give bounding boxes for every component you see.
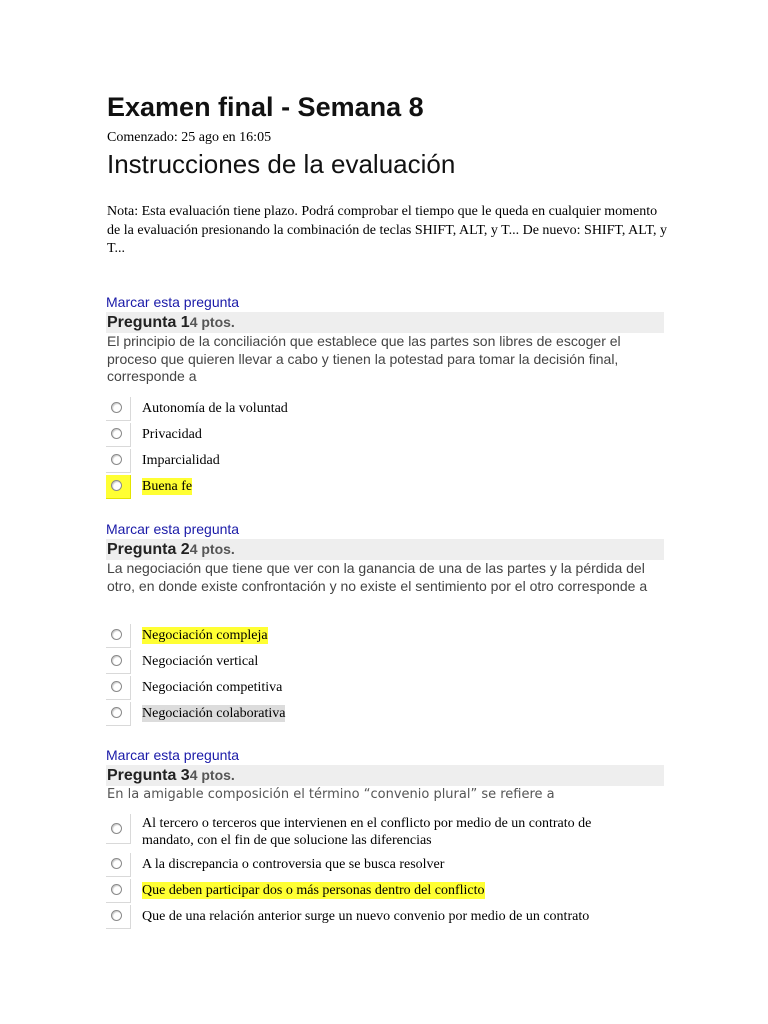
- answer-highlight: Que deben participar dos o más personas dentro del conflicto: [142, 883, 485, 898]
- answer-option[interactable]: [0, 676, 768, 702]
- answer-label: [142, 627, 642, 644]
- answer-option[interactable]: [0, 423, 768, 449]
- radio-button[interactable]: [111, 681, 122, 692]
- question-text: El principio de la conciliación que establece que las partes son libres de escoger el proceso que quieren llevar a cabo y tienen la potestad para tomar la decisión final, corresponde a: [107, 333, 621, 384]
- radio-container[interactable]: [106, 449, 131, 473]
- radio-button[interactable]: [111, 858, 122, 869]
- radio-button[interactable]: [111, 629, 122, 640]
- answer-label: [142, 478, 642, 495]
- answer-option-selected[interactable]: [0, 475, 768, 501]
- radio-container[interactable]: [106, 676, 131, 700]
- radio-button[interactable]: [111, 428, 122, 439]
- radio-container-selected[interactable]: [106, 475, 131, 499]
- answer-option[interactable]: [0, 879, 768, 905]
- answer-option[interactable]: [0, 449, 768, 475]
- answer-option[interactable]: [0, 905, 768, 931]
- answer-label: [142, 882, 642, 899]
- radio-button[interactable]: [111, 884, 122, 895]
- flag-question-link[interactable]: Marcar esta pregunta: [106, 521, 240, 537]
- answer-option[interactable]: [0, 624, 768, 650]
- answer-label: Negociación vertical: [142, 654, 259, 669]
- answer-label: Al tercero o terceros que intervienen en el conflicto por medio de un contrato de mandato, con el fin de que solucione las diferencias: [142, 816, 592, 848]
- question-points: 4 ptos.: [189, 541, 235, 557]
- radio-container[interactable]: [106, 624, 131, 648]
- question-text: La negociación que tiene que ver con la ganancia de una de las partes y la pérdida del otro, en donde existe confrontación y no existe el sentimiento por el otro corresponde a: [107, 560, 648, 594]
- answer-highlight: Negociación compleja: [142, 628, 268, 643]
- radio-button[interactable]: [111, 655, 122, 666]
- question-text: En la amigable composición el término “convenio plural” se refiere a: [107, 787, 555, 802]
- question-header: [106, 312, 664, 333]
- question-title: Pregunta 14 ptos.: [107, 314, 235, 331]
- question-points: 4 ptos.: [189, 767, 235, 783]
- radio-button[interactable]: [111, 823, 122, 834]
- radio-container[interactable]: [106, 702, 131, 726]
- answer-option[interactable]: [0, 650, 768, 676]
- flag-question-link[interactable]: Marcar esta pregunta: [106, 747, 240, 763]
- radio-button[interactable]: [111, 707, 122, 718]
- exam-title: Examen final - Semana 8: [107, 92, 424, 122]
- radio-container[interactable]: [106, 879, 131, 903]
- answer-label: Privacidad: [142, 427, 202, 442]
- answer-option[interactable]: [0, 397, 768, 423]
- flag-question-link[interactable]: Marcar esta pregunta: [106, 294, 240, 310]
- radio-container[interactable]: [106, 423, 131, 447]
- answer-label: Que de una relación anterior surge un nuevo convenio por medio de un contrato: [142, 909, 590, 924]
- started-timestamp: Comenzado: 25 ago en 16:05: [107, 130, 272, 145]
- answer-label: A la discrepancia o controversia que se busca resolver: [142, 857, 445, 872]
- radio-button[interactable]: [111, 454, 122, 465]
- radio-container[interactable]: [106, 905, 131, 929]
- answer-label: [142, 705, 642, 722]
- question-header: [106, 539, 664, 560]
- answer-label: Imparcialidad: [142, 453, 220, 468]
- answer-option[interactable]: [0, 702, 768, 728]
- radio-button[interactable]: [111, 402, 122, 413]
- radio-button[interactable]: [111, 910, 122, 921]
- question-points: 4 ptos.: [189, 314, 235, 330]
- question-title: Pregunta 24 ptos.: [107, 541, 235, 558]
- radio-container[interactable]: [106, 650, 131, 674]
- radio-container[interactable]: [106, 814, 131, 844]
- instructions-heading: Instrucciones de la evaluación: [107, 149, 456, 179]
- answer-option[interactable]: [0, 814, 768, 854]
- instructions-note: Nota: Esta evaluación tiene plazo. Podrá comprobar el tiempo que le queda en cualquier momento de la evaluación presionando la combinación de teclas SHIFT, ALT, y T... De nuevo: SHIFT, ALT, y T...: [107, 204, 668, 256]
- radio-container[interactable]: [106, 853, 131, 877]
- answer-label: Negociación competitiva: [142, 680, 283, 695]
- answer-label: Autonomía de la voluntad: [142, 401, 288, 416]
- question-header: [106, 765, 664, 786]
- answer-highlight: Buena fe: [142, 479, 193, 494]
- answer-gray-highlight: Negociación colaborativa: [142, 706, 286, 721]
- radio-button[interactable]: [111, 480, 122, 491]
- question-title: Pregunta 34 ptos.: [107, 767, 235, 784]
- answer-option[interactable]: [0, 853, 768, 879]
- radio-container[interactable]: [106, 397, 131, 421]
